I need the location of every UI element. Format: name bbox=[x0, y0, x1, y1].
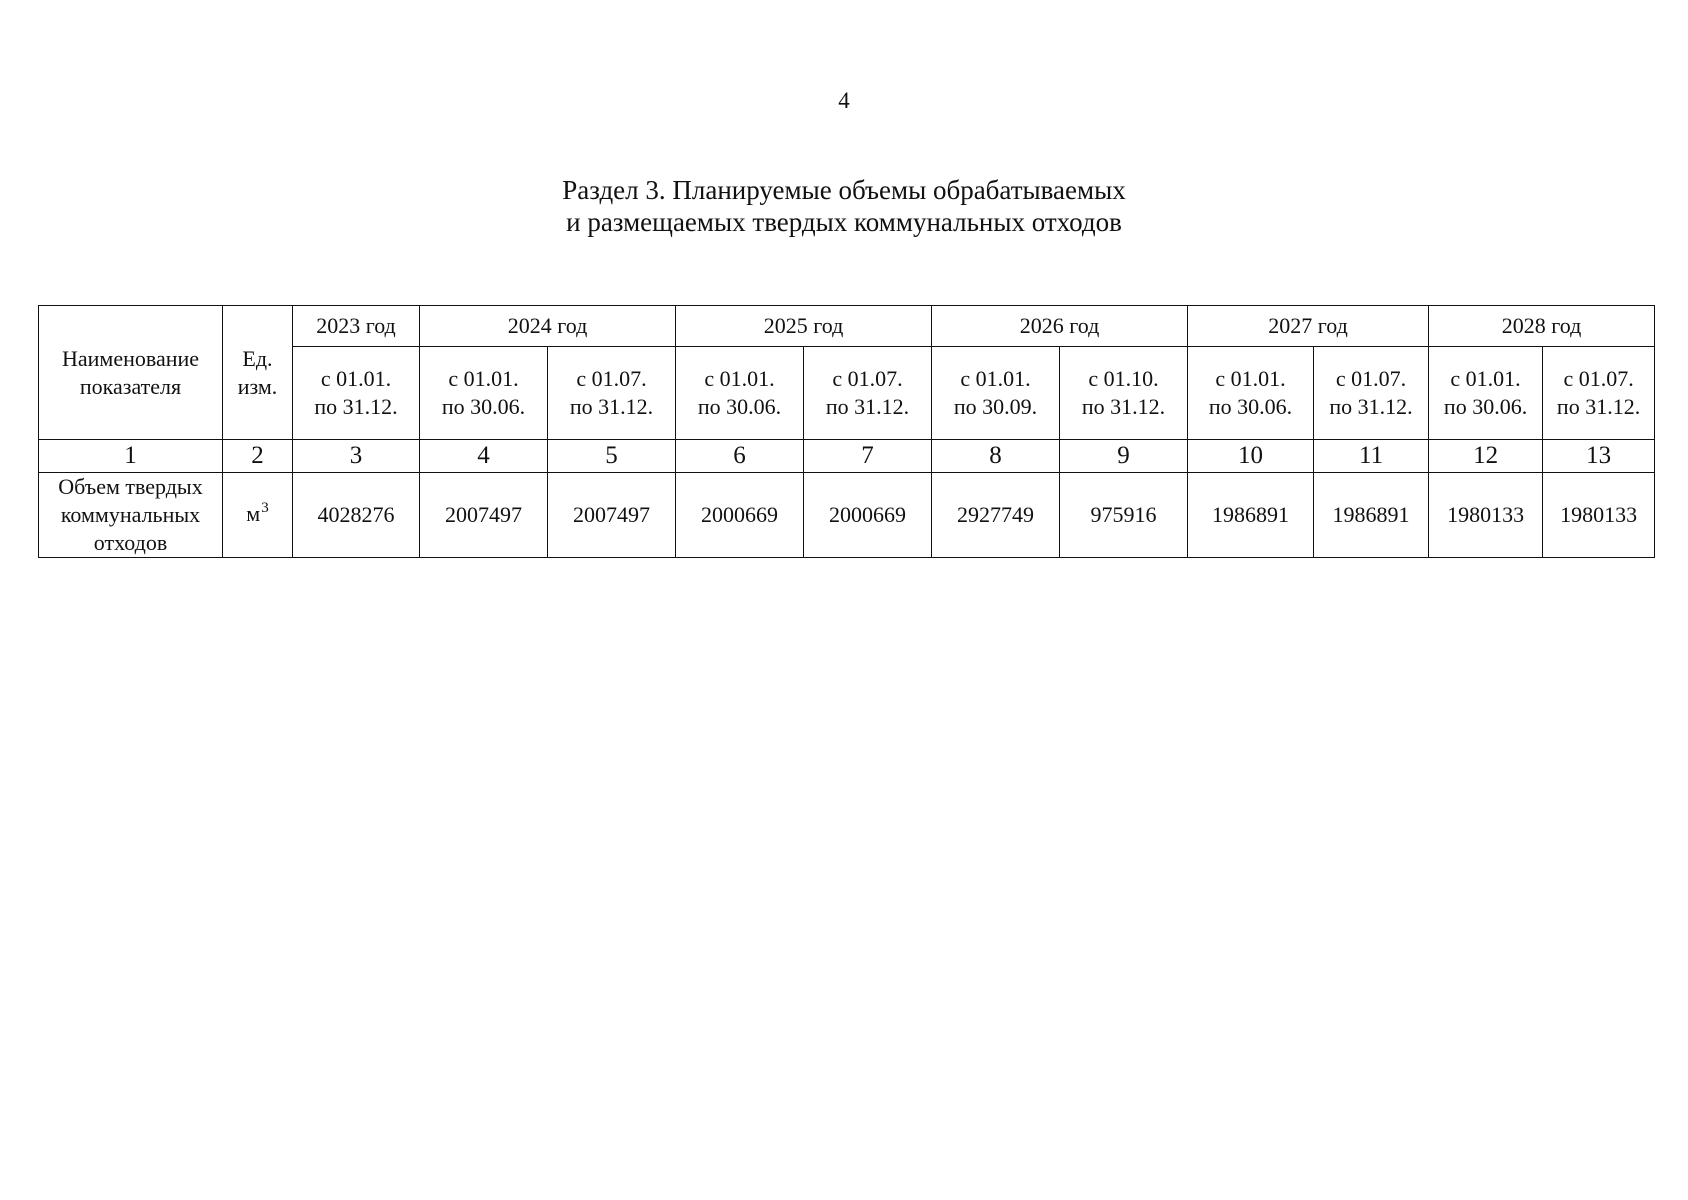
row-name-line: Объем твердых bbox=[58, 474, 203, 499]
header-period bbox=[1314, 347, 1429, 440]
period-to: по 31.12. bbox=[1081, 394, 1166, 419]
table-cell: 1986891 bbox=[1314, 473, 1429, 558]
header-indicator-name: Наименование показателя bbox=[39, 306, 223, 440]
period-from: с 01.01. bbox=[320, 366, 392, 391]
period-from: с 01.10. bbox=[1088, 366, 1159, 391]
period-from: с 01.01. bbox=[1215, 366, 1286, 391]
period-from: с 01.07. bbox=[1563, 366, 1634, 391]
planned-volumes-table bbox=[38, 305, 1655, 558]
header-period bbox=[676, 347, 804, 440]
table-cell: 1986891 bbox=[1188, 473, 1314, 558]
column-number: 2 bbox=[223, 440, 293, 473]
table-cell: 4028276 bbox=[293, 473, 420, 558]
row-indicator-name bbox=[39, 473, 223, 558]
period-from: с 01.01. bbox=[704, 366, 775, 391]
period-to: по 31.12. bbox=[1556, 394, 1641, 419]
section-title bbox=[0, 174, 1688, 238]
header-year-2025: 2025 год bbox=[676, 306, 932, 347]
table-cell: 2007497 bbox=[420, 473, 548, 558]
column-number: 12 bbox=[1429, 440, 1543, 473]
period-to: по 30.06. bbox=[697, 394, 782, 419]
unit-base: м bbox=[246, 500, 261, 526]
column-number: 10 bbox=[1188, 440, 1314, 473]
column-number: 1 bbox=[39, 440, 223, 473]
column-number: 5 bbox=[548, 440, 676, 473]
table-cell: 1980133 bbox=[1429, 473, 1543, 558]
period-from: с 01.07. bbox=[576, 366, 647, 391]
period-to: по 31.12. bbox=[825, 394, 910, 419]
header-period bbox=[932, 347, 1060, 440]
table-cell: 2927749 bbox=[932, 473, 1060, 558]
header-period bbox=[1429, 347, 1543, 440]
table-cell: 2000669 bbox=[676, 473, 804, 558]
header-year-2026: 2026 год bbox=[932, 306, 1188, 347]
table-row bbox=[39, 473, 1655, 558]
row-name-line: отходов bbox=[93, 530, 168, 555]
header-period bbox=[804, 347, 932, 440]
period-to: по 30.06. bbox=[441, 394, 526, 419]
header-period bbox=[1543, 347, 1655, 440]
header-period bbox=[548, 347, 676, 440]
period-to: по 31.12. bbox=[569, 394, 654, 419]
period-from: с 01.07. bbox=[832, 366, 903, 391]
header-year-2028: 2028 год bbox=[1429, 306, 1655, 347]
row-unit bbox=[223, 473, 293, 558]
page-number: 4 bbox=[838, 88, 850, 113]
period-from: с 01.01. bbox=[960, 366, 1031, 391]
column-number: 4 bbox=[420, 440, 548, 473]
column-numbers-row bbox=[39, 440, 1655, 473]
period-to: по 30.06. bbox=[1443, 394, 1528, 419]
header-period bbox=[1060, 347, 1188, 440]
header-year-2027: 2027 год bbox=[1188, 306, 1429, 347]
table-cell: 975916 bbox=[1060, 473, 1188, 558]
header-year-2024: 2024 год bbox=[420, 306, 676, 347]
column-number: 7 bbox=[804, 440, 932, 473]
header-year-2023: 2023 год bbox=[293, 306, 420, 347]
column-number: 13 bbox=[1543, 440, 1655, 473]
period-from: с 01.07. bbox=[1335, 366, 1407, 391]
period-from: с 01.01. bbox=[1450, 366, 1521, 391]
table-header-years-row bbox=[39, 306, 1655, 347]
unit-superscript: 3 bbox=[261, 499, 269, 516]
table-cell: 2000669 bbox=[804, 473, 932, 558]
column-number: 8 bbox=[932, 440, 1060, 473]
period-from: с 01.01. bbox=[448, 366, 519, 391]
header-period bbox=[420, 347, 548, 440]
table-cell: 2007497 bbox=[548, 473, 676, 558]
column-number: 6 bbox=[676, 440, 804, 473]
table-cell: 1980133 bbox=[1543, 473, 1655, 558]
column-number: 3 bbox=[293, 440, 420, 473]
column-number: 9 bbox=[1060, 440, 1188, 473]
row-name-line: коммунальных bbox=[60, 502, 201, 527]
period-to: по 31.12. bbox=[1329, 394, 1413, 419]
period-to: по 30.09. bbox=[953, 394, 1038, 419]
header-period bbox=[1188, 347, 1314, 440]
period-to: по 31.12. bbox=[314, 394, 398, 419]
header-unit: Ед. изм. bbox=[223, 306, 293, 440]
section-title-line-2: и размещаемых твердых коммунальных отходов bbox=[566, 207, 1122, 237]
period-to: по 30.06. bbox=[1208, 394, 1293, 419]
header-period bbox=[293, 347, 420, 440]
section-title-line-1: Раздел 3. Планируемые объемы обрабатываемых bbox=[562, 175, 1126, 205]
column-number: 11 bbox=[1314, 440, 1429, 473]
